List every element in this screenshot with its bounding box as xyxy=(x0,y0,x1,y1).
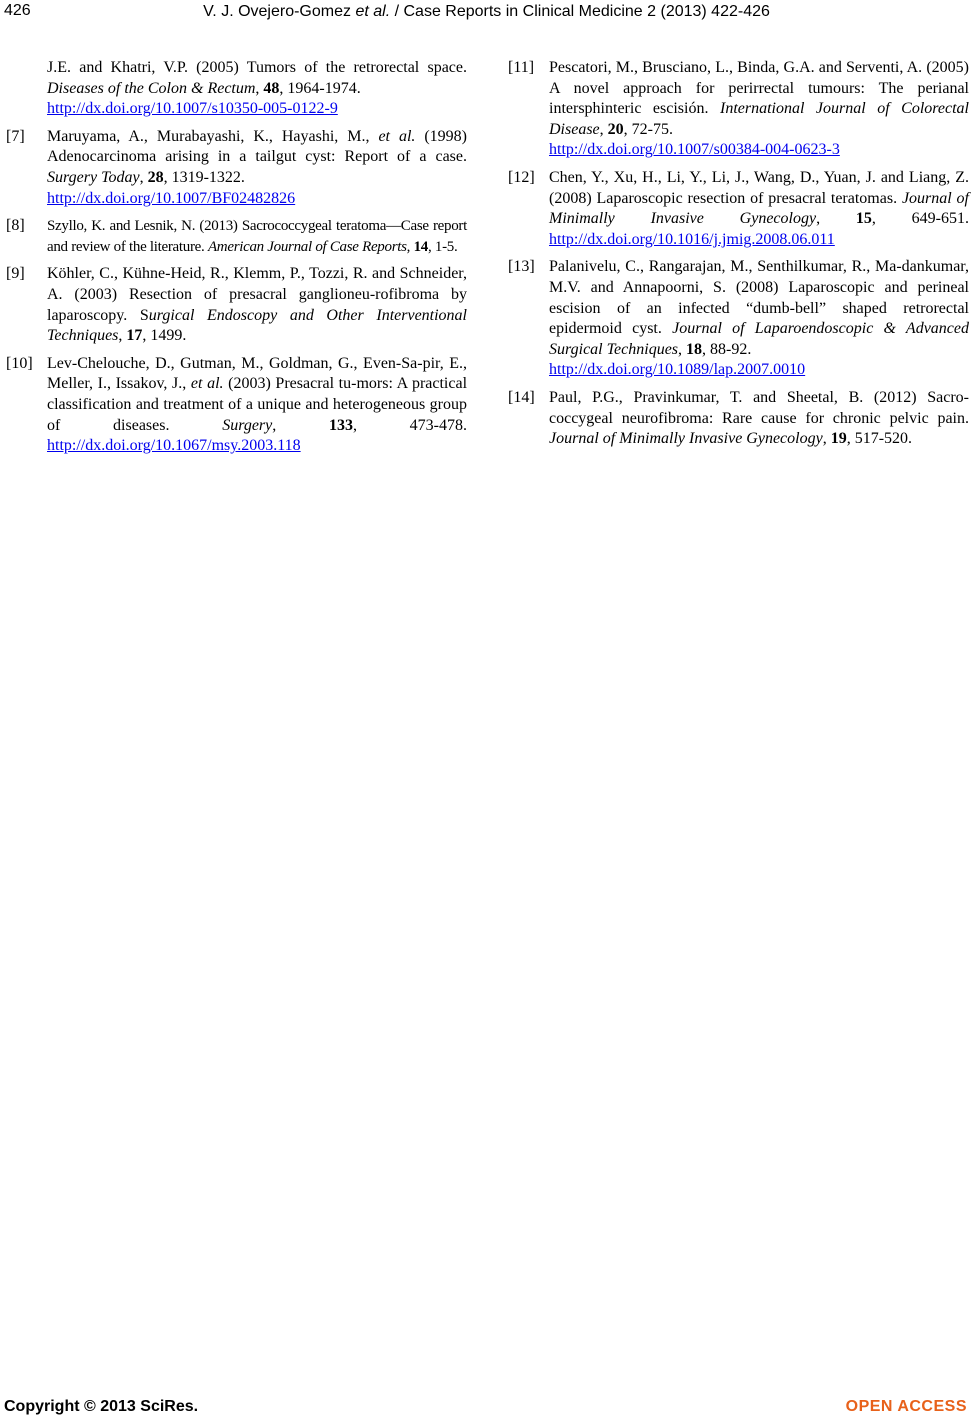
left-column xyxy=(6,58,467,464)
page-number: 426 xyxy=(4,2,31,19)
reference-sep: , xyxy=(118,327,127,345)
reference-text: (2003) Presacral tu-mors: A practical classification and treatment of a unique and heterogeneous group of diseases. xyxy=(47,375,468,434)
reference-doi-link[interactable]: http://dx.doi.org/10.1007/s00384-004-0623-3 xyxy=(549,141,840,159)
reference-sep: , xyxy=(816,210,856,228)
reference-body xyxy=(47,264,467,346)
reference-pages: , 1319-1322. xyxy=(163,168,245,186)
reference-pages: , 1964-1974. xyxy=(279,79,361,97)
reference-journal: Diseases of the Colon & Rectum xyxy=(47,79,256,97)
reference-volume: 14 xyxy=(413,238,428,255)
reference-pages: , 473-478. xyxy=(352,416,468,434)
reference-journal: Journal of Minimally Invasive Gynecology xyxy=(549,430,823,448)
reference-text: Chen, Y., Xu, H., Li, Y., Li, J., Wang, D., Yuan, J. and Liang, Z. (2008) Laparoscopic resection of presacral teratomas. xyxy=(549,168,969,207)
reference-et-al: et al. xyxy=(378,127,416,145)
reference-pages: , 1-5. xyxy=(427,238,458,255)
reference-volume: 15 xyxy=(855,210,872,228)
reference-volume: 133 xyxy=(328,416,353,434)
reference-volume: 28 xyxy=(147,168,164,186)
reference-text: Maruyama, A., Murabayashi, K., Hayashi, M., xyxy=(47,127,379,145)
reference-volume: 19 xyxy=(830,430,847,448)
reference-sep: , xyxy=(678,340,687,358)
reference-text: Paul, P.G., Pravinkumar, T. and Sheetal, B. (2012) Sacro-coccygeal neurofibroma: Rare cause for chronic pelvic pain. xyxy=(549,388,969,427)
reference-text: Lev-Chelouche, D., Gutman, M., Goldman, G., Even-Sa-pir, E., Meller, I., Issakov, J., xyxy=(47,354,467,393)
reference-volume: 17 xyxy=(126,327,143,345)
reference-journal: urgical Endoscopy and Other Interventional Techniques xyxy=(47,306,468,345)
reference-pages: , 517-520. xyxy=(846,430,913,448)
reference-volume: 18 xyxy=(686,340,703,358)
reference-journal: American Journal of Case Reports xyxy=(207,238,407,255)
reference-13 xyxy=(508,257,969,381)
running-head-journal: / Case Reports in Clinical Medicine 2 (2013) 422-426 xyxy=(394,3,770,20)
running-head-authors: V. J. Ovejero-Gomez xyxy=(203,3,351,20)
reference-text: J.E. and Khatri, V.P. (2005) Tumors of the retrorectal space. xyxy=(47,59,467,76)
reference-continuation xyxy=(6,58,467,120)
reference-number: [8] xyxy=(6,217,25,235)
running-head xyxy=(0,3,973,21)
reference-text: (1998) Adenocarcinoma arising in a tailgut cyst: Report of a case. xyxy=(47,127,467,166)
reference-volume: 48 xyxy=(263,79,280,97)
reference-number: [10] xyxy=(6,354,33,372)
reference-sep: , xyxy=(255,79,264,97)
reference-sep: , xyxy=(406,238,414,255)
reference-doi-link[interactable]: http://dx.doi.org/10.1007/s10350-005-0122-9 xyxy=(47,100,338,118)
reference-journal: International Journal of Colorectal Disease xyxy=(549,100,970,138)
reference-8 xyxy=(6,216,467,257)
reference-10 xyxy=(6,354,467,457)
reference-text: Köhler, C., Kühne-Heid, R., Klemm, P., Tozzi, R. and Schneider, A. (2003) Resection of presacral ganglioneu-rofibroma by laparoscopy. S xyxy=(47,265,467,324)
reference-body xyxy=(549,168,969,250)
reference-text: Szyllo, K. and Lesnik, N. (2013) Sacrococcygeal teratoma—Case report and review of the literature. xyxy=(47,218,467,255)
reference-14 xyxy=(508,388,969,450)
copyright-notice: Copyright © 2013 SciRes. xyxy=(4,1398,199,1415)
reference-text: Palanivelu, C., Rangarajan, M., Senthilkumar, R., Ma-dankumar, M.V. and Annapoorni, S. (2008) Laparoscopic and perineal escision of an infected “dumb-bell” shaped retrorectal epidermoid cyst. xyxy=(549,258,969,338)
reference-12 xyxy=(508,168,969,250)
reference-sep: , xyxy=(599,120,608,138)
reference-9 xyxy=(6,264,467,346)
reference-doi-link[interactable]: http://dx.doi.org/10.1016/j.jmig.2008.06.011 xyxy=(549,230,835,248)
reference-number: [12] xyxy=(508,168,535,186)
reference-doi-link[interactable]: http://dx.doi.org/10.1067/msy.2003.118 xyxy=(47,437,301,455)
running-head-et-al: et al. xyxy=(355,3,391,20)
reference-number: [7] xyxy=(6,127,25,145)
reference-pages: , 649-651. xyxy=(871,210,969,228)
reference-body xyxy=(47,354,467,457)
reference-number: [11] xyxy=(508,59,535,76)
reference-sep: , xyxy=(272,416,329,434)
reference-doi-link[interactable]: http://dx.doi.org/10.1007/BF02482826 xyxy=(47,189,296,207)
reference-11 xyxy=(508,58,969,161)
reference-sep: , xyxy=(822,430,831,448)
reference-body xyxy=(47,216,467,257)
reference-text: Pescatori, M., Brusciano, L., Binda, G.A. and Serventi, A. (2005) A novel approach for perirrectal tumours: The perianal intersphinteric escisión. xyxy=(549,59,969,118)
reference-pages: , 1499. xyxy=(142,327,187,345)
reference-body xyxy=(47,58,467,120)
reference-7 xyxy=(6,127,467,209)
reference-pages: , 88-92. xyxy=(702,340,752,358)
reference-number: [14] xyxy=(508,388,535,406)
reference-number: [13] xyxy=(508,258,535,276)
reference-journal: Journal of Minimally Invasive Gynecology xyxy=(549,189,970,228)
reference-pages: , 72-75. xyxy=(623,120,673,138)
reference-number: [9] xyxy=(6,265,25,283)
reference-body xyxy=(549,257,969,381)
reference-body xyxy=(549,388,969,450)
reference-doi-link[interactable]: http://dx.doi.org/10.1089/lap.2007.0010 xyxy=(549,361,806,379)
reference-journal: Surgery Today xyxy=(47,168,140,186)
reference-body xyxy=(549,58,969,161)
reference-et-al: et al. xyxy=(190,375,224,393)
reference-volume: 20 xyxy=(607,120,624,138)
open-access-label: OPEN ACCESS xyxy=(845,1398,967,1415)
reference-journal: Journal of Laparoendoscopic & Advanced Surgical Techniques xyxy=(549,320,969,358)
reference-body xyxy=(47,127,467,209)
reference-journal: Surgery xyxy=(222,416,273,434)
reference-sep: , xyxy=(139,168,148,186)
right-column xyxy=(508,58,969,457)
